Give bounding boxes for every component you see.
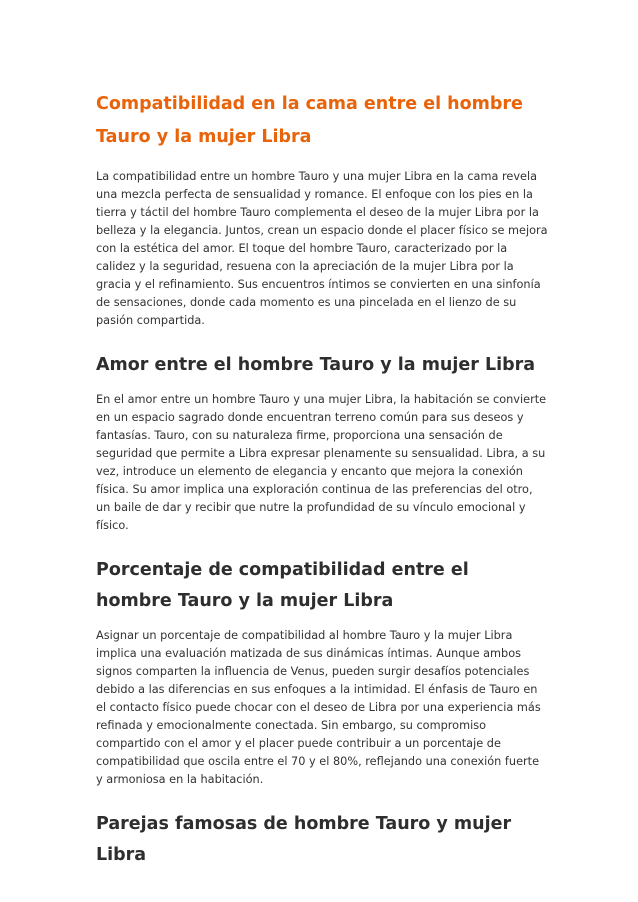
section-heading-famous-couples: Parejas famosas de hombre Tauro y mujer Libra	[96, 814, 512, 865]
section-paragraph-percentage: Asignar un porcentaje de compatibilidad al hombre Tauro y la mujer Libra implica una evaluación matizada de sus dinámicas íntimas. Aunque ambos signos comparten la influencia de Venus, pueden surgir desafíos potenciales debido a las diferencias en sus enfoques a la intimidad. El énfasis de Tauro en el contacto físico puede chocar con el deseo de Libra por una experiencia más refinada y emocionalmente conectada. Sin embargo, su compromiso compartido con el amor y el placer puede contribuir a un porcentaje de compatibilidad que oscila entre el 70 y el 80%, reflejando una conexión fuerte y armoniosa en la habitación.	[96, 629, 541, 786]
page-title: Compatibilidad en la cama entre el hombre Tauro y la mujer Libra	[96, 94, 523, 147]
section-paragraph-love: En el amor entre un hombre Tauro y una mujer Libra, la habitación se convierte en un espacio sagrado donde encuentran terreno común para sus deseos y fantasías. Tauro, con su naturaleza firme, proporciona una sensación de seguridad que permite a Libra expresar plenamente su sensualidad. Libra, a su vez, introduce un elemento de elegancia y encanto que mejora la conexión física. Su amor implica una exploración continua de las preferencias del otro, un baile de dar y recibir que nutre la profundidad de su vínculo emocional y físico.	[96, 393, 547, 532]
intro-paragraph: La compatibilidad entre un hombre Tauro y una mujer Libra en la cama revela una mezcla perfecta de sensualidad y romance. El enfoque con los pies en la tierra y táctil del hombre Tauro complementa el deseo de la mujer Libra por la belleza y la elegancia. Juntos, crean un espacio donde el placer físico se mejora con la estética del amor. El toque del hombre Tauro, caracterizado por la calidez y la seguridad, resuena con la apreciación de la mujer Libra por la gracia y el refinamiento. Sus encuentros íntimos se convierten en una sinfonía de sensaciones, donde cada momento es una pincelada en el lienzo de su pasión compartida.	[96, 170, 548, 327]
section-heading-love: Amor entre el hombre Tauro y la mujer Libra	[96, 355, 536, 375]
article-content	[96, 88, 548, 881]
section-heading-percentage: Porcentaje de compatibilidad entre el hombre Tauro y la mujer Libra	[96, 560, 469, 611]
